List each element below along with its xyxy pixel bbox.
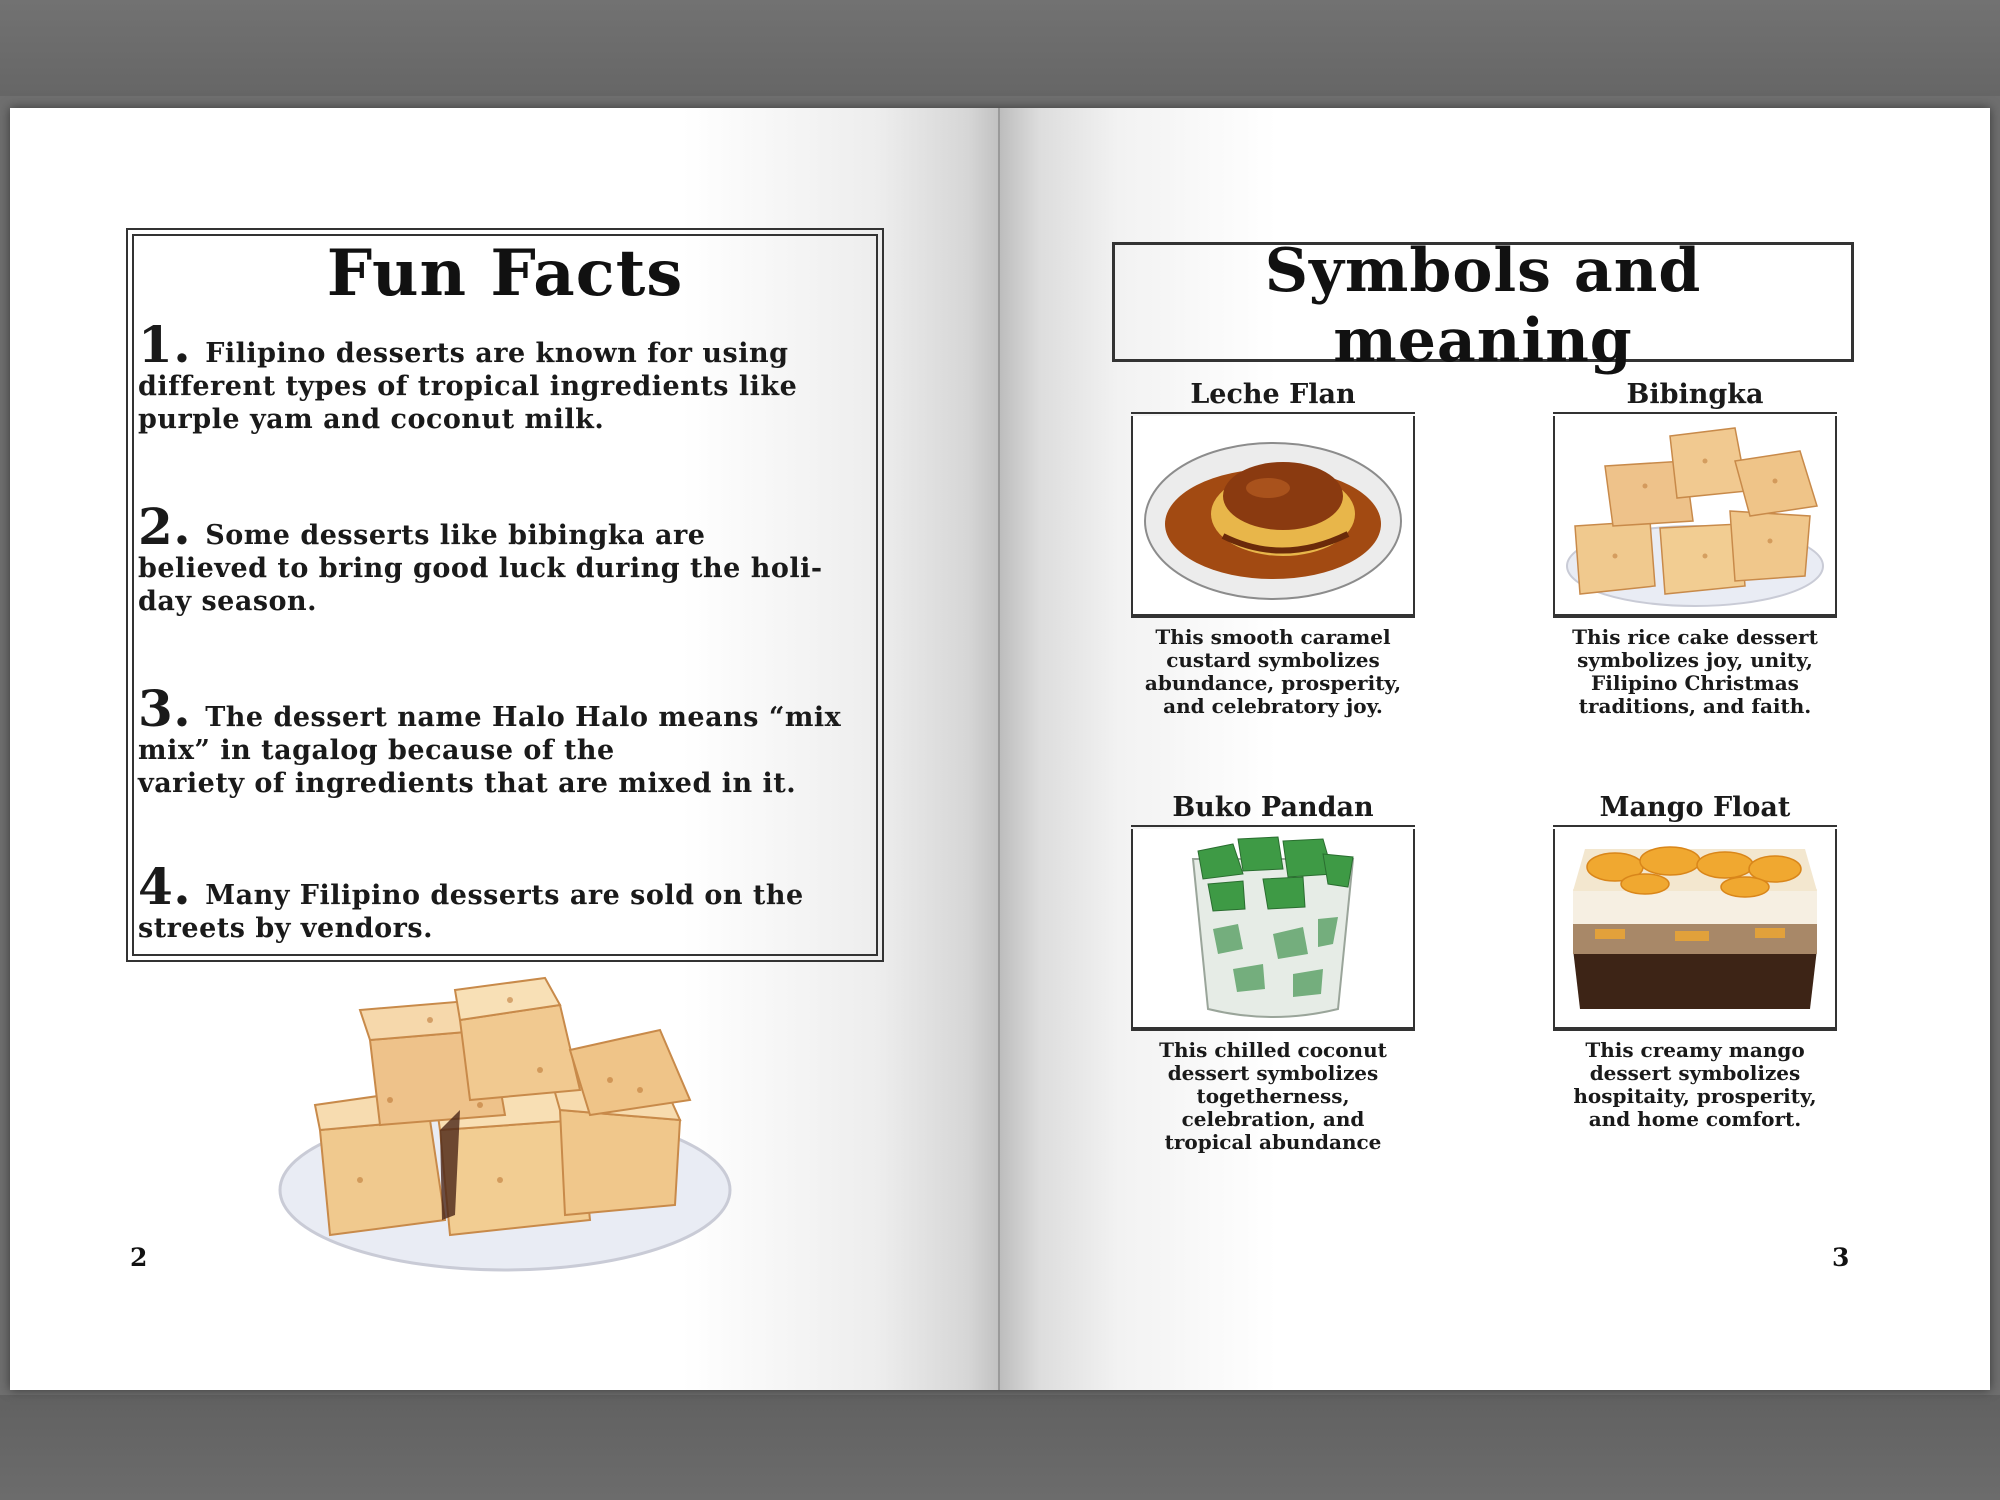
symbols-title-line2: meaning xyxy=(1333,306,1633,376)
card-title: Buko Pandan xyxy=(1131,791,1415,827)
fact-text: Some desserts like bibingka are believed to bring good luck during the holi- day season. xyxy=(138,520,823,617)
bibingka-icon xyxy=(1555,416,1835,612)
card-bibingka xyxy=(1550,378,1840,718)
bibingka-plate-illustration xyxy=(260,970,750,1280)
card-buko-pandan xyxy=(1128,791,1418,1154)
fact-item-2 xyxy=(138,497,878,618)
fun-facts-title: Fun Facts xyxy=(326,236,684,311)
fact-item-1 xyxy=(138,315,878,436)
fact-text: The dessert name Halo Halo means “mix mix” in tagalog because of the variety of ingredients that are mixed in it. xyxy=(138,702,842,799)
card-image-frame xyxy=(1553,829,1837,1029)
mango-float-icon xyxy=(1555,829,1835,1025)
card-description: This chilled coconut dessert symbolizes togetherness, celebration, and tropical abundance xyxy=(1159,1038,1387,1154)
fact-number: 1. xyxy=(138,315,192,374)
fact-text: Filipino desserts are known for using different types of tropical ingredients like purple yam and coconut milk. xyxy=(138,338,798,435)
buko-pandan-icon xyxy=(1133,829,1413,1025)
fact-item-4 xyxy=(138,857,878,945)
card-description: This rice cake dessert symbolizes joy, unity, Filipino Christmas traditions, and faith. xyxy=(1572,625,1818,718)
card-mango-float xyxy=(1550,791,1840,1131)
card-description: This creamy mango dessert symbolizes hospitaity, prosperity, and home comfort. xyxy=(1573,1038,1817,1131)
symbols-title-line1: Symbols and xyxy=(1264,236,1702,306)
page-number-right: 3 xyxy=(1832,1243,1850,1272)
leche-flan-icon xyxy=(1133,416,1413,612)
card-image-frame xyxy=(1131,416,1415,616)
fact-text: Many Filipino desserts are sold on the streets by vendors. xyxy=(138,880,804,944)
fact-number: 4. xyxy=(138,857,192,916)
viewer-top-bar xyxy=(0,0,2000,96)
fun-facts-box xyxy=(126,228,884,962)
viewer-bottom-bar xyxy=(0,1395,2000,1500)
symbols-title xyxy=(1112,236,1854,376)
card-image-frame xyxy=(1131,829,1415,1029)
page-right xyxy=(998,108,1990,1390)
card-leche-flan xyxy=(1128,378,1418,718)
card-description: This smooth caramel custard symbolizes abundance, prosperity, and celebratory joy. xyxy=(1144,625,1402,718)
card-title: Leche Flan xyxy=(1131,378,1415,414)
card-image-frame xyxy=(1553,416,1837,616)
card-title: Mango Float xyxy=(1553,791,1837,827)
page-left xyxy=(10,108,998,1390)
fact-item-3 xyxy=(138,679,878,800)
card-title: Bibingka xyxy=(1553,378,1837,414)
page-number-left: 2 xyxy=(130,1243,148,1272)
book-spread xyxy=(10,108,1990,1390)
fact-number: 2. xyxy=(138,497,192,556)
fact-number: 3. xyxy=(138,679,192,738)
